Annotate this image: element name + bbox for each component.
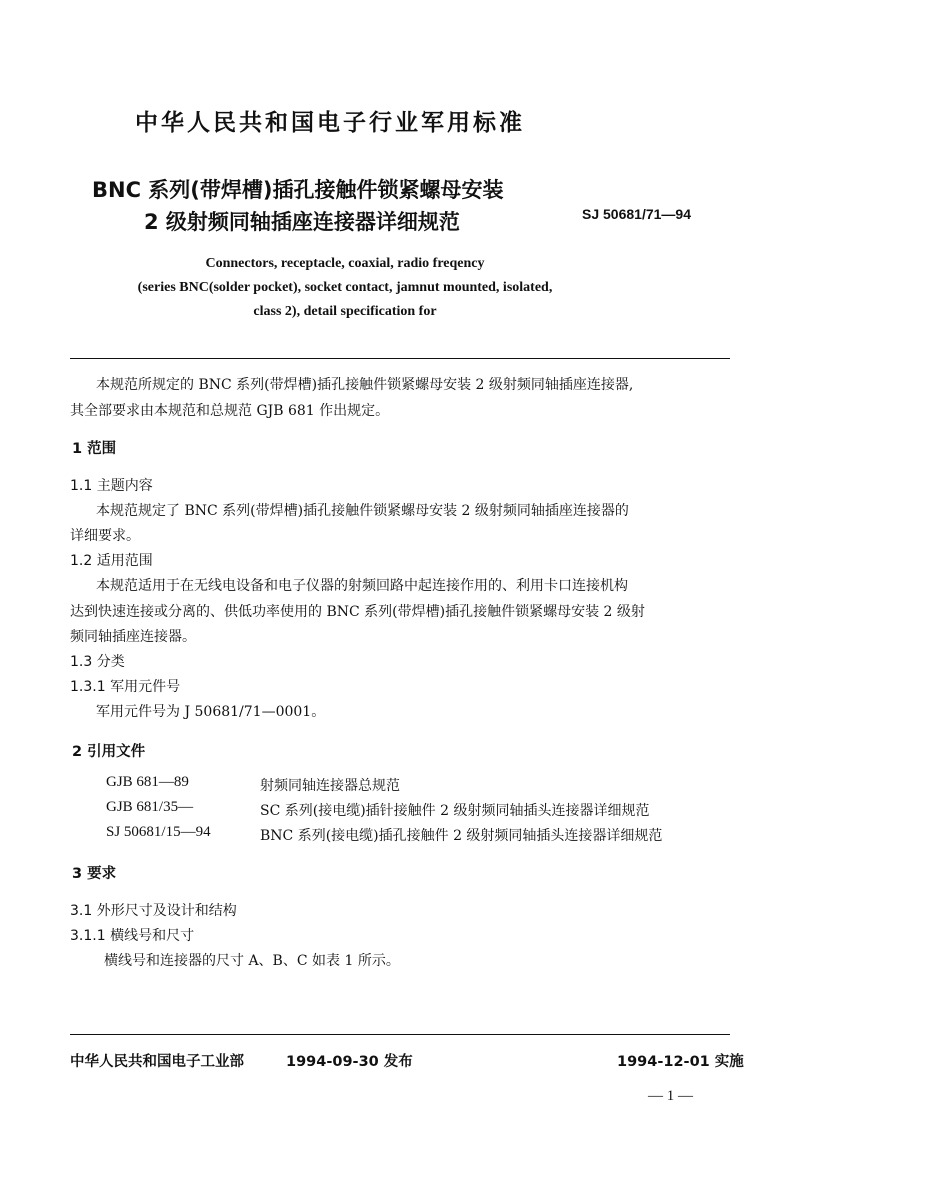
section1-1-line1: 本规范规定了 BNC 系列(带焊槽)插孔接触件锁紧螺母安装 2 级射频同轴插座连接器的 <box>96 503 629 519</box>
section3-1-heading: 3.1 外形尺寸及设计和结构 <box>70 903 237 919</box>
ref-code: GJB 681—89 <box>106 774 189 790</box>
intro-line2: 其全部要求由本规范和总规范 GJB 681 作出规定。 <box>70 403 390 419</box>
en-title-line2: (series BNC(solder pocket), socket contact, jamnut mounted, isolated, <box>137 280 553 295</box>
en-title-line1: Connectors, receptacle, coaxial, radio freqency <box>205 256 485 271</box>
section1-3-1-line1: 军用元件号为 J 50681/71—0001。 <box>96 704 326 720</box>
footer-effective-date: 1994-12-01 实施 <box>617 1054 744 1070</box>
section1-2-heading: 1.2 适用范围 <box>70 553 153 569</box>
intro-line1: 本规范所规定的 BNC 系列(带焊槽)插孔接触件锁紧螺母安装 2 级射频同轴插座连接器, <box>96 377 634 393</box>
section1-3-1-heading: 1.3.1 军用元件号 <box>70 679 181 695</box>
ref-code: GJB 681/35— <box>106 799 194 815</box>
org-title: 中华人民共和国电子行业军用标准 <box>135 110 525 136</box>
section1-2-line1: 本规范适用于在无线电设备和电子仪器的射频回路中起连接作用的、利用卡口连接机构 <box>96 578 628 594</box>
cn-title-line2: 2 级射频同轴插座连接器详细规范 <box>144 210 460 234</box>
en-title-line3: class 2), detail specification for <box>253 304 437 319</box>
ref-title: 射频同轴连接器总规范 <box>260 778 400 794</box>
section3-1-1-heading: 3.1.1 横线号和尺寸 <box>70 928 195 944</box>
section1-heading: 1 范围 <box>72 441 117 457</box>
cn-title-line1: BNC 系列(带焊槽)插孔接触件锁紧螺母安装 <box>92 178 504 202</box>
section3-heading: 3 要求 <box>72 866 117 882</box>
footer-issuer: 中华人民共和国电子工业部 <box>70 1054 244 1070</box>
section3-1-1-line1: 横线号和连接器的尺寸 A、B、C 如表 1 所示。 <box>104 953 400 969</box>
header-rule <box>70 358 730 359</box>
footer-issued-date: 1994-09-30 发布 <box>286 1054 413 1070</box>
page-number: — 1 — <box>648 1088 693 1104</box>
ref-title: SC 系列(接电缆)插针接触件 2 级射频同轴插头连接器详细规范 <box>260 803 650 819</box>
section1-1-heading: 1.1 主题内容 <box>70 478 153 494</box>
standard-code: SJ 50681/71—94 <box>582 206 691 222</box>
ref-title: BNC 系列(接电缆)插孔接触件 2 级射频同轴插头连接器详细规范 <box>260 828 663 844</box>
section1-3-heading: 1.3 分类 <box>70 654 125 670</box>
section1-2-line3: 频同轴插座连接器。 <box>70 629 196 645</box>
ref-code: SJ 50681/15—94 <box>106 824 211 840</box>
footer-rule <box>70 1034 730 1035</box>
section1-1-line2: 详细要求。 <box>70 528 140 544</box>
section2-heading: 2 引用文件 <box>72 744 146 760</box>
section1-2-line2: 达到快速连接或分离的、供低功率使用的 BNC 系列(带焊槽)插孔接触件锁紧螺母安装 2 级射 <box>70 604 645 620</box>
